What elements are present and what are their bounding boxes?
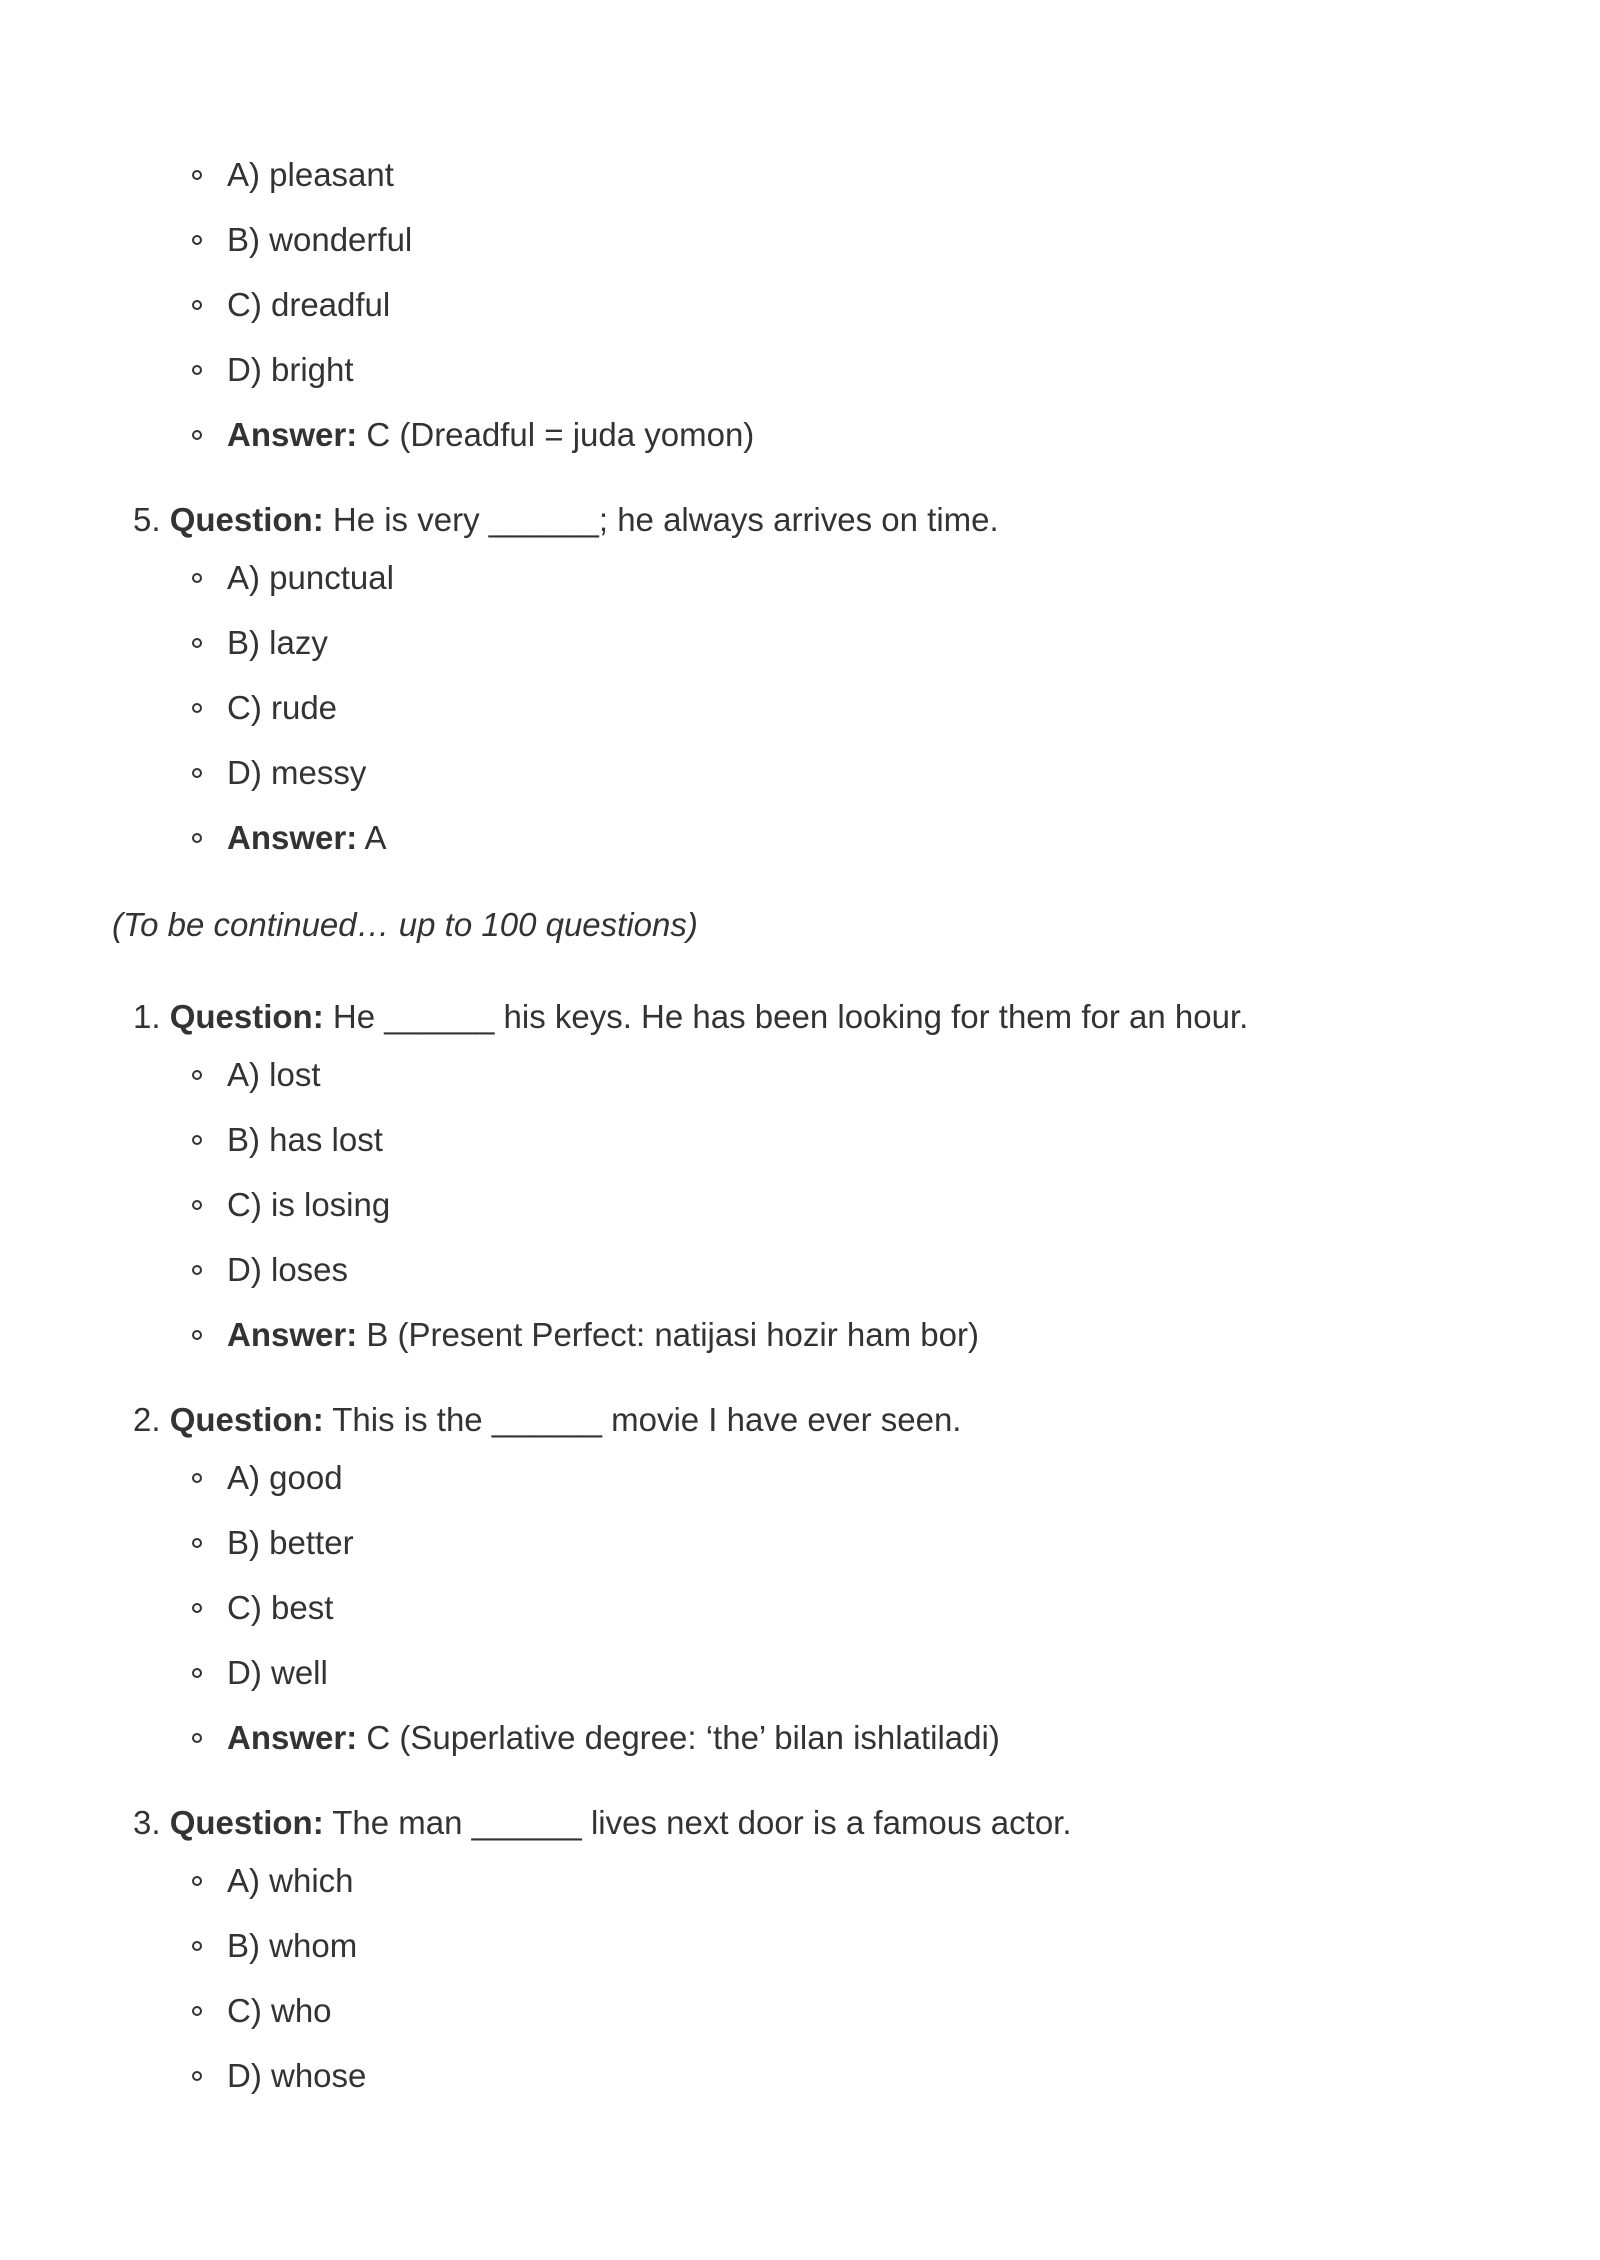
option-b: B) lazy bbox=[227, 624, 328, 661]
question-number: 3. bbox=[133, 1804, 161, 1841]
list-bullet-icon bbox=[192, 430, 202, 440]
question-line bbox=[133, 500, 999, 540]
question-line bbox=[133, 997, 1248, 1037]
question-line bbox=[133, 1400, 961, 1440]
answer-label: Answer: bbox=[227, 1316, 358, 1353]
option-c: C) rude bbox=[227, 689, 338, 726]
option-d: D) bright bbox=[227, 351, 354, 388]
question-label: Question: bbox=[169, 998, 324, 1035]
answer-label: Answer: bbox=[227, 819, 358, 856]
list-bullet-icon bbox=[192, 573, 202, 583]
question-text: This is the ______ movie I have ever seen. bbox=[323, 1401, 962, 1438]
list-bullet-icon bbox=[192, 2006, 202, 2016]
option-c: C) who bbox=[227, 1992, 332, 2029]
list-bullet-icon bbox=[192, 1330, 202, 1340]
answer-label: Answer: bbox=[227, 1719, 358, 1756]
option-d: D) well bbox=[227, 1654, 328, 1691]
option-d: D) loses bbox=[227, 1251, 349, 1288]
option-b: B) has lost bbox=[227, 1121, 383, 1158]
question-line bbox=[133, 1803, 1072, 1843]
question-text: He ______ his keys. He has been looking for them for an hour. bbox=[323, 998, 1249, 1035]
option-b: B) whom bbox=[227, 1927, 358, 1964]
answer-line bbox=[227, 1718, 1000, 1758]
question-text: The man ______ lives next door is a famous actor. bbox=[323, 1804, 1072, 1841]
question-label: Question: bbox=[169, 501, 324, 538]
list-bullet-icon bbox=[192, 300, 202, 310]
option-d: D) messy bbox=[227, 754, 367, 791]
option-c: C) dreadful bbox=[227, 286, 391, 323]
list-bullet-icon bbox=[192, 1473, 202, 1483]
list-bullet-icon bbox=[192, 768, 202, 778]
option-a: A) lost bbox=[227, 1056, 321, 1093]
list-bullet-icon bbox=[192, 235, 202, 245]
list-bullet-icon bbox=[192, 1200, 202, 1210]
list-bullet-icon bbox=[192, 1265, 202, 1275]
answer-line bbox=[227, 415, 754, 455]
answer-text: A bbox=[357, 819, 387, 856]
answer-line bbox=[227, 818, 387, 858]
list-bullet-icon bbox=[192, 1668, 202, 1678]
answer-text: B (Present Perfect: natijasi hozir ham bor) bbox=[357, 1316, 979, 1353]
list-bullet-icon bbox=[192, 2071, 202, 2081]
question-number: 5. bbox=[133, 501, 161, 538]
option-a: A) which bbox=[227, 1862, 354, 1899]
option-b: B) wonderful bbox=[227, 221, 413, 258]
list-bullet-icon bbox=[192, 833, 202, 843]
list-bullet-icon bbox=[192, 1135, 202, 1145]
list-bullet-icon bbox=[192, 1538, 202, 1548]
question-label: Question: bbox=[169, 1401, 324, 1438]
list-bullet-icon bbox=[192, 1876, 202, 1886]
list-bullet-icon bbox=[192, 365, 202, 375]
list-bullet-icon bbox=[192, 1603, 202, 1613]
list-bullet-icon bbox=[192, 703, 202, 713]
answer-line bbox=[227, 1315, 979, 1355]
answer-label: Answer: bbox=[227, 416, 358, 453]
question-number: 1. bbox=[133, 998, 161, 1035]
option-d: D) whose bbox=[227, 2057, 367, 2094]
question-label: Question: bbox=[169, 1804, 324, 1841]
list-bullet-icon bbox=[192, 1070, 202, 1080]
option-a: A) good bbox=[227, 1459, 343, 1496]
question-text: He is very ______; he always arrives on time. bbox=[323, 501, 999, 538]
list-bullet-icon bbox=[192, 170, 202, 180]
answer-text: C (Superlative degree: ‘the’ bilan ishlatiladi) bbox=[357, 1719, 1000, 1756]
option-c: C) best bbox=[227, 1589, 334, 1626]
question-number: 2. bbox=[133, 1401, 161, 1438]
continuation-note: (To be continued… up to 100 questions) bbox=[112, 906, 698, 943]
answer-text: C (Dreadful = juda yomon) bbox=[357, 416, 755, 453]
list-bullet-icon bbox=[192, 638, 202, 648]
list-bullet-icon bbox=[192, 1733, 202, 1743]
option-a: A) pleasant bbox=[227, 156, 394, 193]
list-bullet-icon bbox=[192, 1941, 202, 1951]
option-b: B) better bbox=[227, 1524, 354, 1561]
option-a: A) punctual bbox=[227, 559, 394, 596]
option-c: C) is losing bbox=[227, 1186, 391, 1223]
